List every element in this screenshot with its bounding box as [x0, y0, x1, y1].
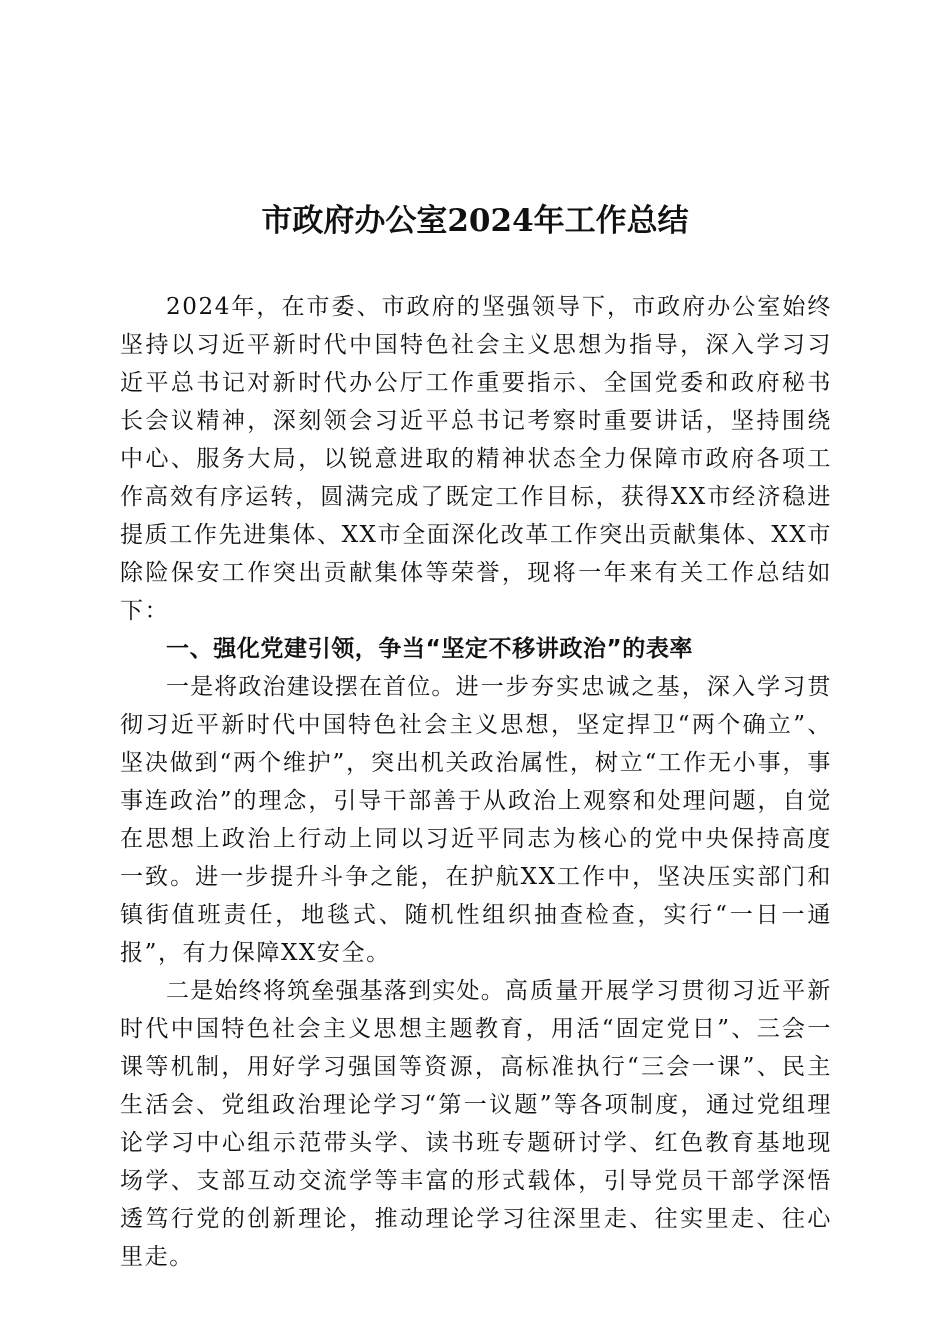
section-1-item-2: [120, 972, 832, 1276]
item-text: 高质量开展学习贯彻习近平新时代中国特色社会主义思想主题教育，用活“固定党日”、三会一课等机制，用好学习强国等资源，高标准执行“三会一课”、民主生活会、党组政治理论学习“第一议题”等各项制度，通过党组理论学习中心组示范带头学、读书班专题研讨学、红色教育基地现场学、支部互动交流学等丰富的形式载体，引导党员干部学深悟透笃行党的创新理论，推动理论学习往深里走、往实里走、往心里走。: [120, 978, 832, 1270]
intro-paragraph: 2024年，在市委、市政府的坚强领导下，市政府办公室始终坚持以习近平新时代中国特色社会主义思想为指导，深入学习习近平总书记对新时代办公厅工作重要指示、全国党委和政府秘书长会议精神，深刻领会习近平总书记考察时重要讲话，坚持围绕中心、服务大局，以锐意进取的精神状态全力保障市政府各项工作高效有序运转，圆满完成了既定工作目标，获得XX市经济稳进提质工作先进集体、XX市全面深化改革工作突出贡献集体、XX市除险保安工作突出贡献集体等荣誉，现将一年来有关工作总结如下：: [120, 294, 832, 624]
section-1-item-1: [120, 668, 832, 972]
section-heading-1: 一、强化党建引领，争当“坚定不移讲政治”的表率: [166, 636, 694, 662]
page-title: 市政府办公室2024年工作总结: [261, 203, 689, 239]
item-text: 进一步夯实忠诚之基，深入学习贯彻习近平新时代中国特色社会主义思想，坚定捍卫“两个确立”、坚决做到“两个维护”，突出机关政治属性，树立“工作无小事，事事连政治”的理念，引导干部善于从政治上观察和处理问题，自觉在思想上政治上行动上同以习近平同志为核心的党中央保持高度一致。进一步提升斗争之能，在护航XX工作中，坚决压实部门和镇街值班责任，地毯式、随机性组织抽查检查，实行“一日一通报”，有力保障XX安全。: [120, 674, 833, 966]
document-body: [120, 288, 832, 1276]
item-lead: 一是将政治建设摆在首位。: [166, 674, 456, 700]
item-lead: 二是始终将筑垒强基落到实处。: [166, 978, 505, 1004]
